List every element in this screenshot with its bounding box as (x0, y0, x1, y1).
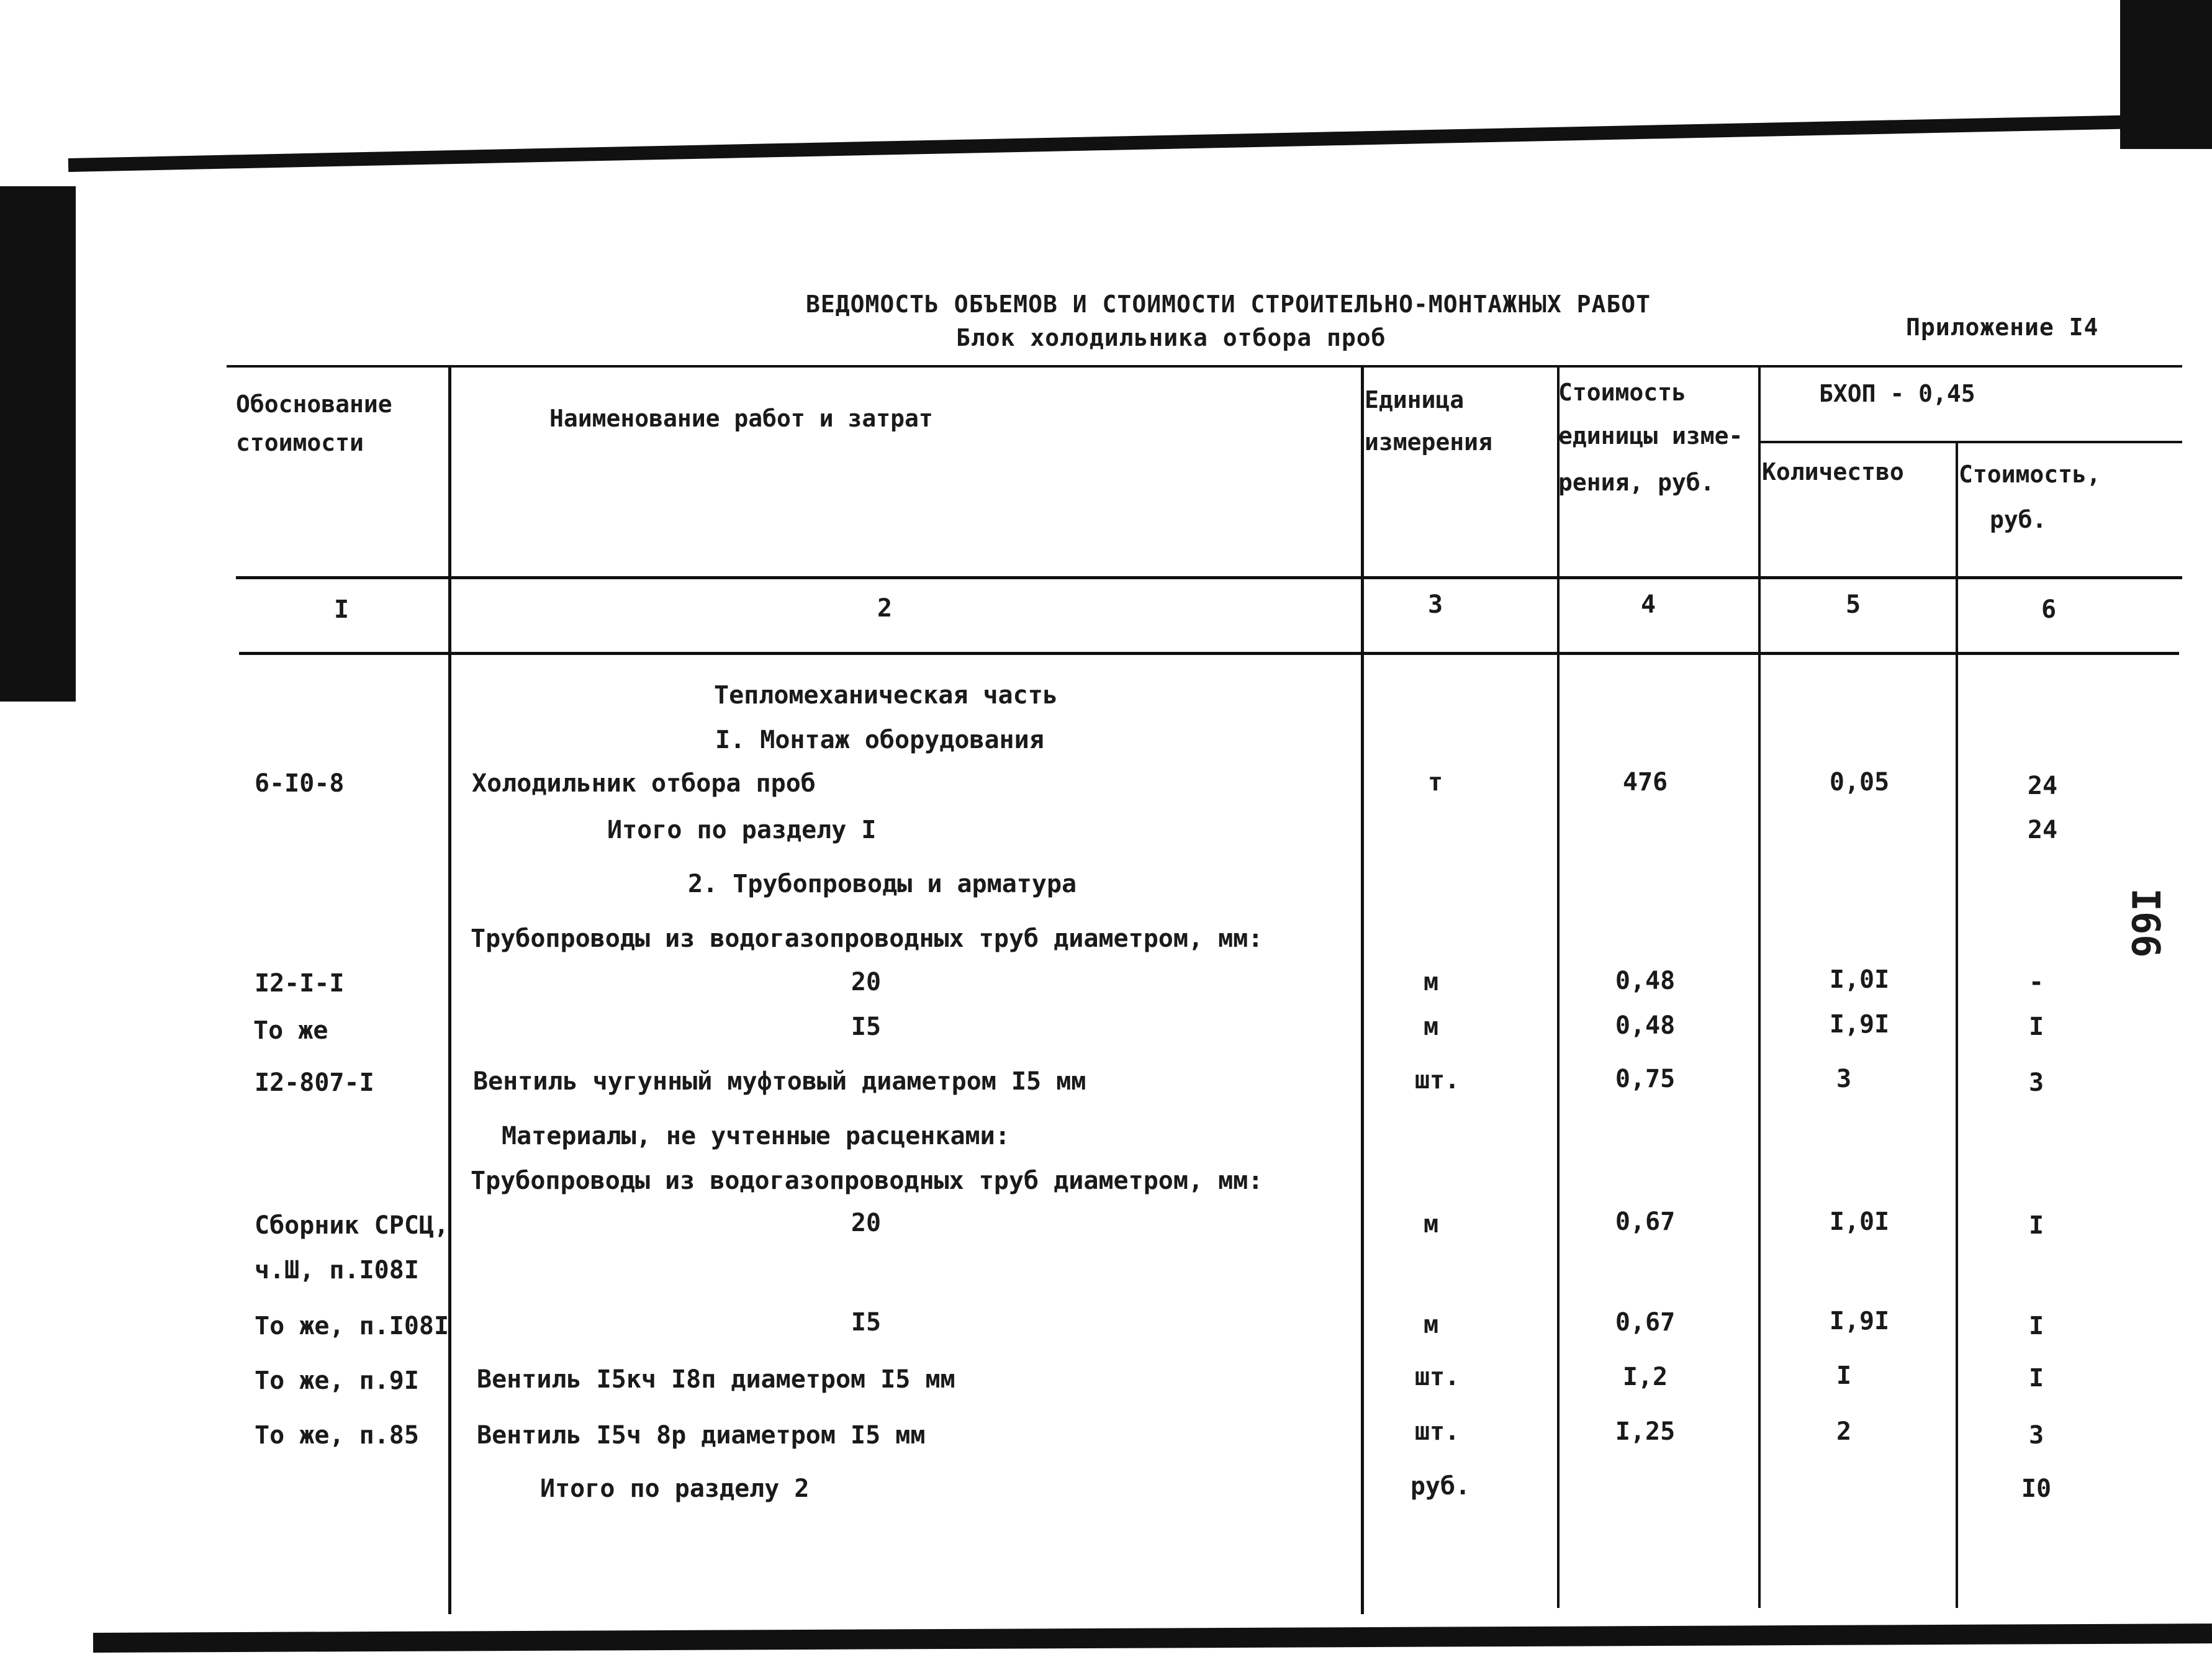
row3-basis: I2-I-I (255, 969, 345, 998)
row5-qty: 3 (1836, 1065, 1852, 1093)
col-number-2: 2 (877, 594, 893, 623)
header-bottom-rule (236, 576, 2182, 579)
scan-edge-bottom (93, 1623, 2212, 1653)
row3-cost: - (2028, 968, 2044, 996)
row8-cost: I (2028, 1364, 2044, 1393)
col-header-name: Наименование работ и затрат (549, 405, 933, 432)
row6-unit: м (1423, 1210, 1439, 1239)
row6-price: 0,67 (1615, 1208, 1676, 1236)
row4-qty: I,9I (1829, 1010, 1890, 1039)
row4-unit: м (1423, 1013, 1439, 1041)
row7-price: 0,67 (1615, 1308, 1676, 1337)
col-header-unit-cost-3: рения, руб. (1558, 469, 1715, 496)
col-number-5: 5 (1845, 590, 1861, 619)
page-subtitle: Блок холодильника отбора проб (956, 324, 1386, 351)
row8-price: I,2 (1622, 1363, 1668, 1391)
row9-name: Вентиль I5ч 8р диаметром I5 мм (477, 1421, 926, 1450)
appendix-label: Приложение I4 (1906, 314, 2099, 341)
section-2-heading: 2. Трубопроводы и арматура (688, 870, 1077, 898)
section-2-total-cost: I0 (2021, 1474, 2052, 1503)
row9-basis: То же, п.85 (255, 1421, 419, 1450)
section-1-total-label: Итого по разделу I (607, 816, 877, 844)
row9-price: I,25 (1615, 1417, 1676, 1446)
table-top-rule (227, 365, 2182, 368)
section-1-total-cost: 24 (2027, 816, 2058, 844)
materials-label: Материалы, не учтенные расценками: (502, 1122, 1010, 1150)
col-header-unit-cost-1: Стоимость (1558, 379, 1686, 406)
col-header-cost-2: руб. (1990, 506, 2047, 533)
row3-price: 0,48 (1615, 967, 1676, 995)
row1-unit: т (1427, 768, 1443, 797)
row3-name: 20 (851, 968, 882, 996)
row9-cost: 3 (2028, 1421, 2044, 1450)
col-header-qty: Количество (1762, 458, 1904, 485)
col-number-3: 3 (1427, 590, 1443, 619)
row5-cost: 3 (2028, 1068, 2044, 1097)
row4-price: 0,48 (1615, 1011, 1676, 1040)
scan-edge-top (68, 115, 2129, 172)
col-header-unit (1365, 379, 1492, 463)
group-subrule (1758, 441, 2182, 443)
row4-cost: I (2028, 1013, 2044, 1041)
col-number-6: 6 (2041, 595, 2057, 624)
row5-name: Вентиль чугунный муфтовый диаметром I5 мм (473, 1067, 1086, 1096)
row5-unit: шт. (1414, 1066, 1460, 1095)
col-divider-5 (1956, 442, 1958, 1608)
row9-unit: шт. (1414, 1417, 1460, 1446)
row8-unit: шт. (1414, 1363, 1460, 1391)
col-divider-4 (1758, 366, 1761, 1608)
row6-qty: I,0I (1829, 1208, 1890, 1236)
col-divider-2 (1361, 366, 1364, 1614)
col-header-group: БХОП - 0,45 (1819, 380, 1975, 407)
col-header-unit-cost-2: единицы изме- (1558, 422, 1743, 449)
row5-price: 0,75 (1615, 1065, 1676, 1093)
row1-qty: 0,05 (1829, 768, 1890, 797)
section-1-heading: I. Монтаж оборудования (715, 726, 1044, 754)
col-header-unit-text: Единица измерения (1365, 386, 1492, 456)
col-header-basis (236, 385, 435, 462)
row8-qty: I (1836, 1361, 1852, 1390)
row5-basis: I2-807-I (255, 1068, 374, 1097)
row7-cost: I (2028, 1312, 2044, 1340)
section-2-total-unit: руб. (1410, 1472, 1471, 1501)
section-part-heading: Тепломеханическая часть (714, 681, 1058, 710)
row6-cost: I (2028, 1211, 2044, 1240)
section-2-total-label: Итого по разделу 2 (540, 1474, 810, 1503)
row4-name: I5 (851, 1013, 882, 1041)
row1-price: 476 (1622, 768, 1668, 797)
row9-qty: 2 (1836, 1417, 1852, 1446)
row3-unit: м (1423, 968, 1439, 996)
col-numbers-rule (239, 652, 2179, 655)
col-header-basis-text: Обоснование стоимости (236, 391, 392, 456)
col-divider-1 (448, 366, 451, 1614)
row7-basis: То же, п.I08I (255, 1312, 449, 1340)
row1-basis: 6-I0-8 (255, 769, 345, 798)
col-header-cost-1: Стоимость, (1959, 461, 2101, 488)
materials-pipes-label: Трубопроводы из водогазопроводных труб диаметром, мм: (471, 1167, 1263, 1195)
row7-unit: м (1423, 1311, 1439, 1339)
row6-basis-2: ч.Ш, п.I08I (255, 1256, 419, 1285)
row8-name: Вентиль I5кч I8п диаметром I5 мм (477, 1365, 955, 1394)
col-number-4: 4 (1640, 590, 1656, 619)
col-divider-3 (1557, 366, 1560, 1608)
scan-edge-right (2120, 0, 2212, 149)
row7-qty: I,9I (1829, 1307, 1890, 1335)
row1-cost: 24 (2027, 772, 2058, 800)
row3-qty: I,0I (1829, 965, 1890, 994)
section-2-pipes-label: Трубопроводы из водогазопроводных труб диаметром, мм: (471, 924, 1263, 953)
row8-basis: То же, п.9I (255, 1366, 419, 1395)
row6-name: 20 (851, 1209, 882, 1237)
page-title: ВЕДОМОСТЬ ОБЪЕМОВ И СТОИМОСТИ СТРОИТЕЛЬНО-МОНТАЖНЫХ РАБОТ (806, 291, 1651, 318)
row4-basis: То же (253, 1016, 328, 1045)
row6-basis: Сборник СРСЦ, (255, 1211, 449, 1240)
page-number: I66 (2123, 888, 2169, 958)
col-number-1: I (333, 595, 350, 624)
scan-edge-left (0, 186, 76, 702)
row7-name: I5 (851, 1308, 882, 1337)
row1-name: Холодильник отбора проб (472, 769, 816, 798)
